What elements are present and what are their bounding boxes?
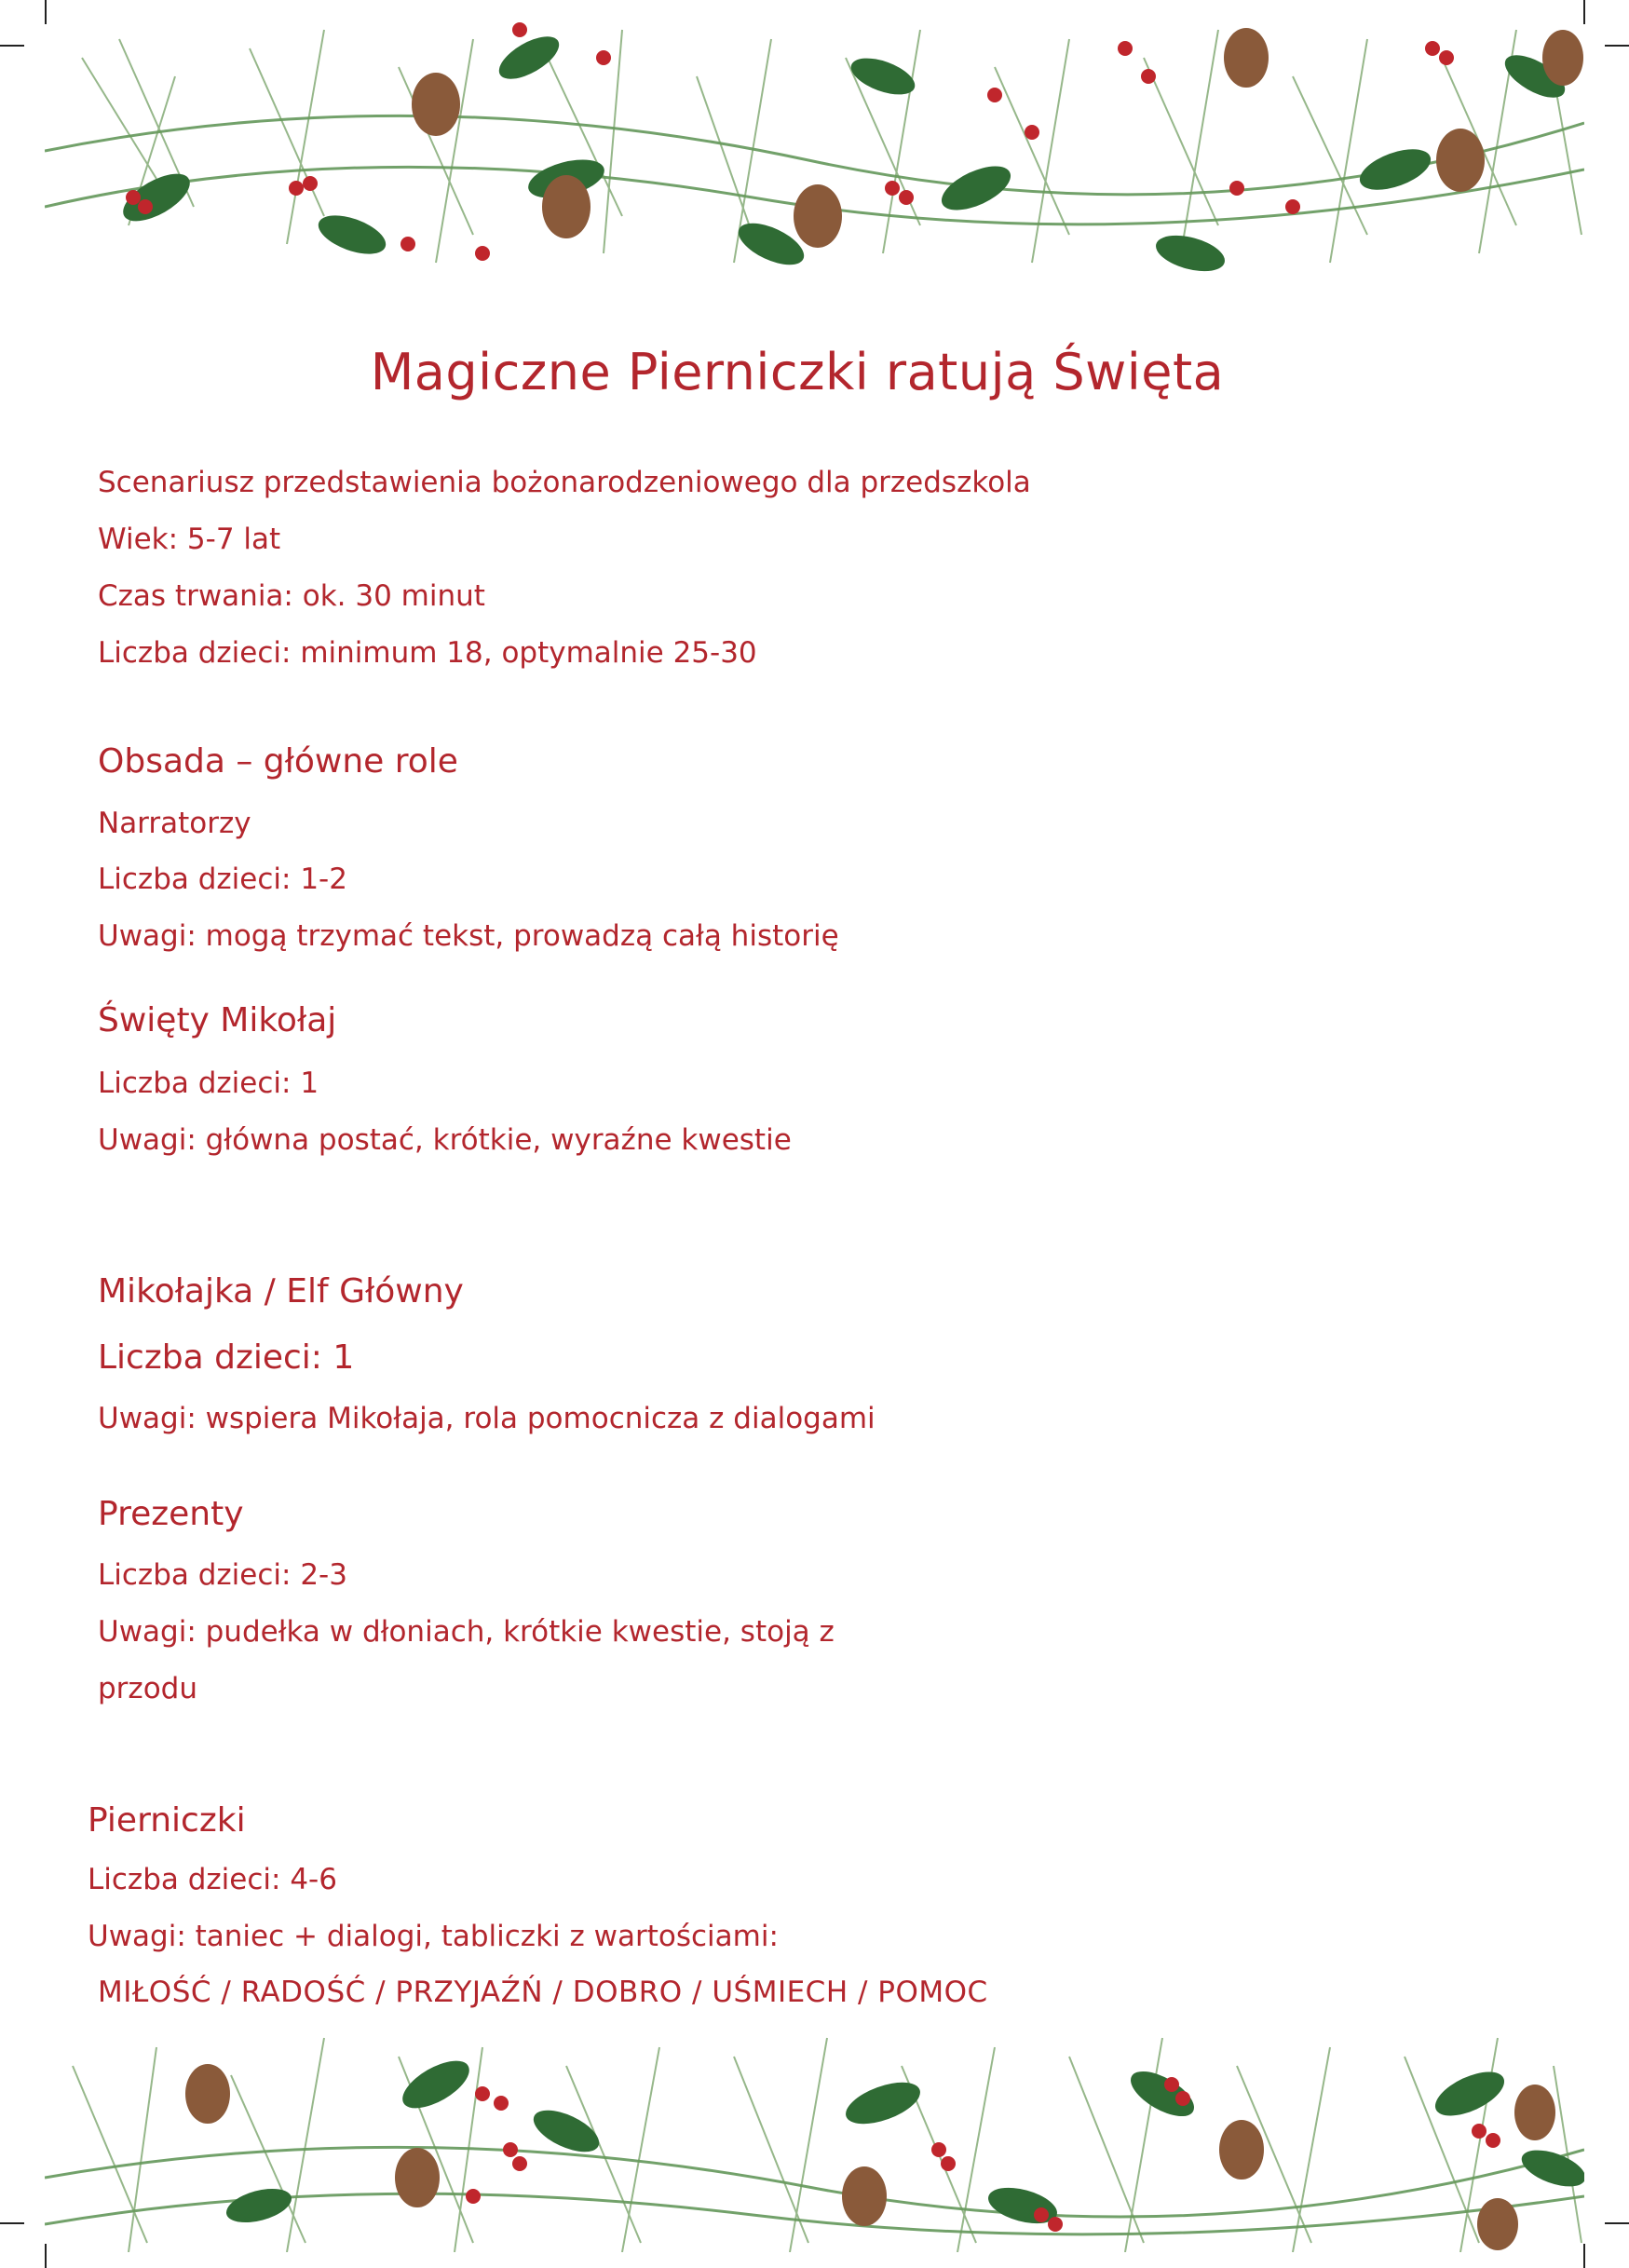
top-garland-icon	[45, 20, 1584, 328]
intro-line: Wiek: 5-7 lat	[98, 523, 281, 556]
crop-mark	[1605, 45, 1629, 47]
role-notes: Uwagi: główna postać, krótkie, wyraźne kwestie	[98, 1123, 792, 1157]
intro-line: Czas trwania: ok. 30 minut	[98, 579, 485, 613]
role-count: Liczba dzieci: 1	[98, 1338, 355, 1377]
crop-mark	[1605, 2222, 1629, 2224]
page-title: Magiczne Pierniczki ratują Święta	[370, 343, 1225, 401]
role-notes: Uwagi: pudełka w dłoniach, krótkie kwestie, stoją z	[98, 1615, 835, 1649]
role-values: MIŁOŚĆ / RADOŚĆ / PRZYJAŹŃ / DOBRO / UŚMIECH / POMOC	[98, 1976, 988, 2009]
role-count: Liczba dzieci: 4-6	[88, 1863, 337, 1896]
role-name: Święty Mikołaj	[98, 1001, 337, 1039]
cast-heading: Obsada – główne role	[98, 742, 458, 781]
role-name: Prezenty	[98, 1495, 244, 1533]
role-name: Mikołajka / Elf Główny	[98, 1272, 464, 1311]
intro-line: Scenariusz przedstawienia bożonarodzeniowego dla przedszkola	[98, 466, 1031, 499]
role-name: Narratorzy	[98, 807, 251, 840]
role-count: Liczba dzieci: 2-3	[98, 1558, 347, 1592]
intro-line: Liczba dzieci: minimum 18, optymalnie 25-30	[98, 636, 757, 670]
crop-mark	[0, 45, 24, 47]
role-count: Liczba dzieci: 1	[98, 1066, 319, 1100]
role-count: Liczba dzieci: 1-2	[98, 862, 347, 896]
role-notes: Uwagi: wspiera Mikołaja, rola pomocnicza z dialogami	[98, 1402, 876, 1435]
role-name: Pierniczki	[88, 1801, 246, 1840]
role-notes-continued: przodu	[98, 1672, 197, 1705]
crop-mark	[0, 2222, 24, 2224]
role-notes: Uwagi: taniec + dialogi, tabliczki z wartościami:	[88, 1920, 779, 1953]
bottom-garland-icon	[45, 2029, 1584, 2252]
role-notes: Uwagi: mogą trzymać tekst, prowadzą całą historię	[98, 919, 839, 953]
